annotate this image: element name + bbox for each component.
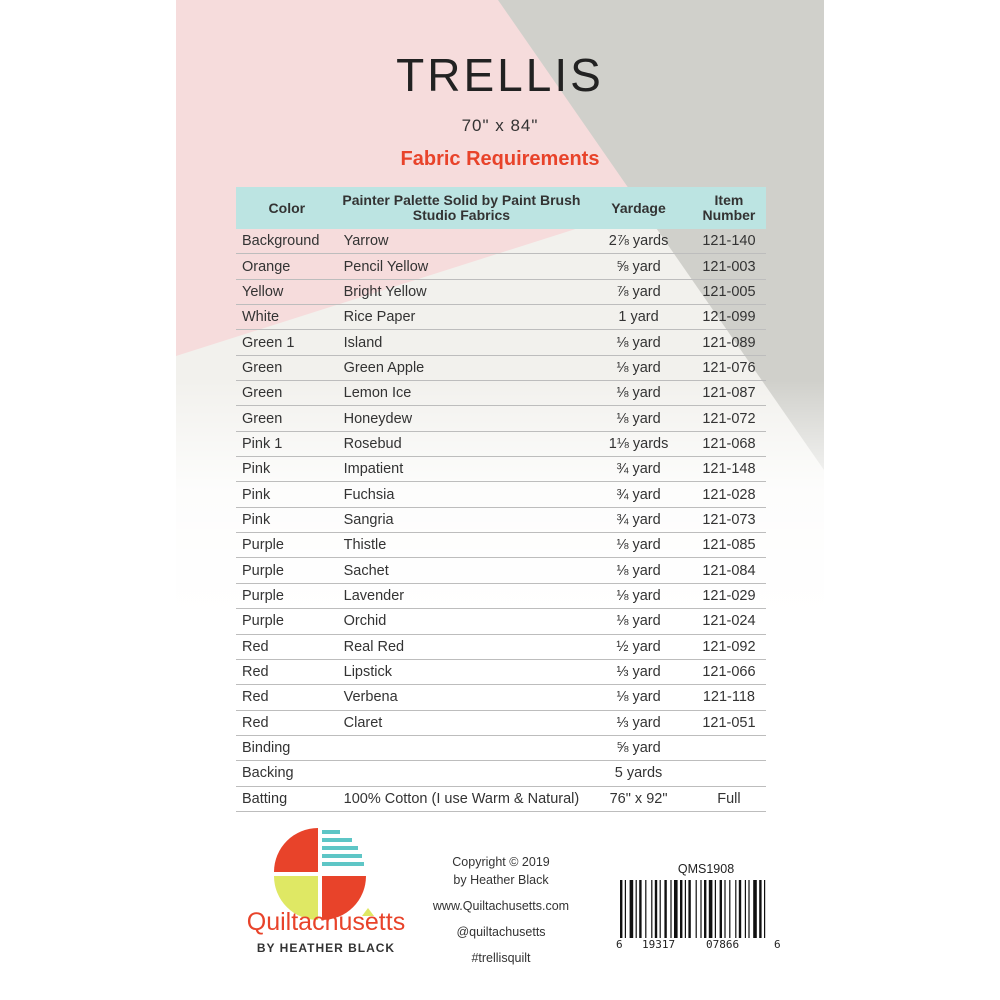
- cell-item-number: 121-148: [692, 457, 766, 482]
- barcode-icon: [618, 880, 778, 938]
- cell-color: Backing: [236, 761, 338, 786]
- cell-yardage: 76" x 92": [585, 786, 692, 811]
- table-row: [236, 482, 766, 507]
- cell-fabric: Verbena: [338, 685, 586, 710]
- cell-color: Background: [236, 229, 338, 254]
- cell-fabric: Rice Paper: [338, 305, 586, 330]
- cell-yardage: ⅛ yard: [585, 406, 692, 431]
- cell-yardage: ¾ yard: [585, 507, 692, 532]
- cell-yardage: ⅛ yard: [585, 330, 692, 355]
- cell-fabric: Lavender: [338, 583, 586, 608]
- cell-item-number: 121-051: [692, 710, 766, 735]
- cell-color: Pink: [236, 482, 338, 507]
- cell-item-number: 121-087: [692, 381, 766, 406]
- cell-item-number: 121-089: [692, 330, 766, 355]
- cell-color: Batting: [236, 786, 338, 811]
- table-row: [236, 710, 766, 735]
- cell-yardage: 2⅞ yards: [585, 229, 692, 254]
- cell-color: Red: [236, 710, 338, 735]
- section-title: Fabric Requirements: [400, 148, 600, 170]
- cell-color: Red: [236, 659, 338, 684]
- product-sku: QMS1908: [677, 862, 735, 876]
- pattern-back-cover: [176, 0, 824, 1000]
- cell-color: Yellow: [236, 279, 338, 304]
- cell-color: Red: [236, 685, 338, 710]
- brand-byline: BY HEATHER BLACK: [256, 941, 396, 955]
- social-handle: @quiltachusetts: [456, 925, 546, 939]
- cell-item-number: 121-003: [692, 254, 766, 279]
- table-row: [236, 786, 766, 811]
- cell-color: Binding: [236, 735, 338, 760]
- cell-fabric: Sachet: [338, 558, 586, 583]
- cell-fabric: Impatient: [338, 457, 586, 482]
- table-row: [236, 761, 766, 786]
- cell-yardage: ⅛ yard: [585, 381, 692, 406]
- cell-fabric: Lipstick: [338, 659, 586, 684]
- cell-yardage: ¾ yard: [585, 482, 692, 507]
- table-row: [236, 634, 766, 659]
- cell-item-number: 121-024: [692, 609, 766, 634]
- column-header-yardage: Yardage: [585, 187, 692, 229]
- cell-color: Purple: [236, 558, 338, 583]
- column-header-fabric-label: Painter Palette Solid by Paint Brush Studio Fabrics: [342, 192, 581, 223]
- cell-fabric: Thistle: [338, 533, 586, 558]
- cell-yardage: ⅓ yard: [585, 710, 692, 735]
- cell-item-number: 121-076: [692, 355, 766, 380]
- table-row: [236, 330, 766, 355]
- table-row: [236, 583, 766, 608]
- cell-color: Pink: [236, 457, 338, 482]
- cell-item-number: 121-005: [692, 279, 766, 304]
- barcode-digit-left: 19317: [642, 938, 676, 951]
- cell-item-number: 121-066: [692, 659, 766, 684]
- cell-yardage: ½ yard: [585, 634, 692, 659]
- cell-yardage: ¾ yard: [585, 457, 692, 482]
- cell-yardage: ⅛ yard: [585, 558, 692, 583]
- table-row: [236, 533, 766, 558]
- cell-fabric: Pencil Yellow: [338, 254, 586, 279]
- cell-yardage: ⅝ yard: [585, 735, 692, 760]
- barcode-digit-lead: 6: [616, 938, 623, 951]
- cell-item-number: 121-068: [692, 431, 766, 456]
- cell-fabric: Sangria: [338, 507, 586, 532]
- table-body: [236, 229, 766, 811]
- table-row: [236, 279, 766, 304]
- cell-fabric: 100% Cotton (I use Warm & Natural): [338, 786, 586, 811]
- table-row: [236, 431, 766, 456]
- table-row: [236, 609, 766, 634]
- cell-color: Green: [236, 355, 338, 380]
- cell-fabric: Real Red: [338, 634, 586, 659]
- cell-color: Pink 1: [236, 431, 338, 456]
- cell-color: Purple: [236, 583, 338, 608]
- cell-item-number: 121-140: [692, 229, 766, 254]
- table-row: [236, 229, 766, 254]
- cell-fabric: Fuchsia: [338, 482, 586, 507]
- cell-fabric: Yarrow: [338, 229, 586, 254]
- cell-color: Green: [236, 406, 338, 431]
- cell-fabric: Bright Yellow: [338, 279, 586, 304]
- table-row: [236, 507, 766, 532]
- table-header-row: [236, 187, 766, 229]
- contact-info: [416, 853, 586, 967]
- cell-item-number: 121-085: [692, 533, 766, 558]
- cell-fabric: [338, 735, 586, 760]
- cell-fabric: Orchid: [338, 609, 586, 634]
- cell-fabric: Rosebud: [338, 431, 586, 456]
- cell-item-number: Full: [692, 786, 766, 811]
- table-row: [236, 305, 766, 330]
- cell-item-number: 121-073: [692, 507, 766, 532]
- cell-fabric: Green Apple: [338, 355, 586, 380]
- hashtag: #trellisquilt: [471, 951, 531, 965]
- table-row: [236, 735, 766, 760]
- cell-fabric: Honeydew: [338, 406, 586, 431]
- cell-yardage: ⅞ yard: [585, 279, 692, 304]
- cell-fabric: [338, 761, 586, 786]
- table-row: [236, 457, 766, 482]
- table-row: [236, 381, 766, 406]
- cell-item-number: 121-092: [692, 634, 766, 659]
- cell-fabric: Lemon Ice: [338, 381, 586, 406]
- table-row: [236, 558, 766, 583]
- cell-color: Purple: [236, 609, 338, 634]
- cell-yardage: ⅝ yard: [585, 254, 692, 279]
- table-row: [236, 355, 766, 380]
- table-row: [236, 254, 766, 279]
- table-row: [236, 659, 766, 684]
- cell-item-number: 121-028: [692, 482, 766, 507]
- column-header-item-label: Item Number: [702, 192, 756, 223]
- cell-item-number: 121-099: [692, 305, 766, 330]
- barcode-digit-right: 07866: [706, 938, 740, 951]
- cell-yardage: ⅛ yard: [585, 583, 692, 608]
- cell-fabric: Claret: [338, 710, 586, 735]
- cell-color: Purple: [236, 533, 338, 558]
- cell-yardage: 5 yards: [585, 761, 692, 786]
- cell-item-number: [692, 735, 766, 760]
- pattern-title: TRELLIS: [396, 49, 604, 101]
- cell-color: Green 1: [236, 330, 338, 355]
- copyright-text: Copyright © 2019: [452, 855, 550, 869]
- cell-color: White: [236, 305, 338, 330]
- table-row: [236, 685, 766, 710]
- cell-color: Red: [236, 634, 338, 659]
- cell-item-number: 121-084: [692, 558, 766, 583]
- column-header-fabric: [338, 187, 586, 229]
- table-row: [236, 406, 766, 431]
- cell-yardage: ⅛ yard: [585, 685, 692, 710]
- column-header-item-number: [692, 187, 766, 229]
- cell-item-number: 121-029: [692, 583, 766, 608]
- cell-item-number: [692, 761, 766, 786]
- cell-yardage: ⅓ yard: [585, 659, 692, 684]
- cell-yardage: ⅛ yard: [585, 355, 692, 380]
- cell-yardage: 1⅛ yards: [585, 431, 692, 456]
- brand-name: Quiltachusetts: [246, 908, 406, 936]
- barcode-digit-check: 6: [774, 938, 781, 951]
- cell-color: Green: [236, 381, 338, 406]
- cell-item-number: 121-072: [692, 406, 766, 431]
- cell-color: Pink: [236, 507, 338, 532]
- website-link[interactable]: www.Quiltachusetts.com: [432, 899, 570, 913]
- author-text: by Heather Black: [453, 873, 549, 887]
- cell-yardage: ⅛ yard: [585, 609, 692, 634]
- cell-yardage: ⅛ yard: [585, 533, 692, 558]
- cell-color: Orange: [236, 254, 338, 279]
- fabric-requirements-table: [236, 187, 766, 812]
- cell-item-number: 121-118: [692, 685, 766, 710]
- cell-fabric: Island: [338, 330, 586, 355]
- cell-yardage: 1 yard: [585, 305, 692, 330]
- quilt-dimensions: 70" x 84": [461, 116, 539, 135]
- column-header-color: Color: [236, 187, 338, 229]
